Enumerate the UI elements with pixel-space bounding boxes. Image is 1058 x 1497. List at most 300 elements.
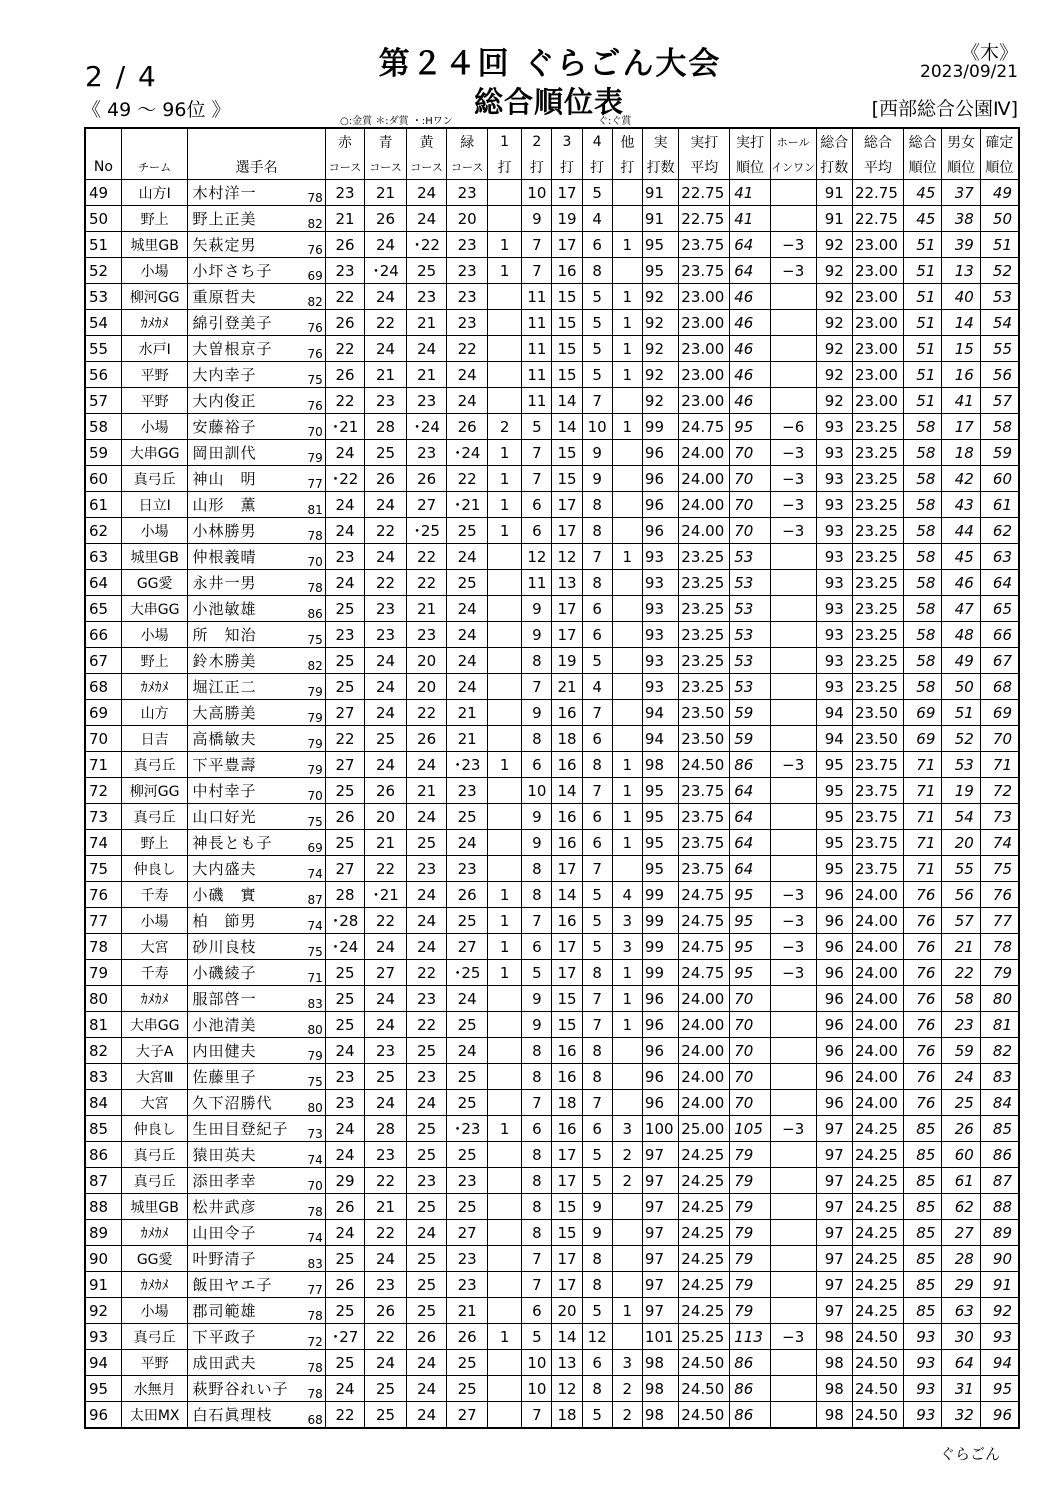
team-cell: 真弓丘: [121, 1324, 188, 1350]
stroke-count-cell: 7: [522, 1402, 552, 1429]
stroke-count-cell: [487, 856, 521, 882]
total-strokes-cell: 96: [816, 882, 852, 908]
total-strokes-cell: 97: [816, 1142, 852, 1168]
stroke-count-cell: 19: [552, 648, 582, 674]
header-bottom-final-rank: 順位: [980, 154, 1019, 180]
total-strokes-cell: 93: [816, 570, 852, 596]
gender-rank-cell: 26: [942, 1116, 980, 1142]
header-bottom-s1: 打: [487, 154, 521, 180]
actual-average-cell: 23.50: [679, 700, 730, 726]
stroke-count-cell: 14: [552, 778, 582, 804]
team-cell: 真弓丘: [121, 752, 188, 778]
stroke-count-cell: [487, 310, 521, 336]
age-cell: 82: [302, 206, 325, 232]
course-score-cell: 23: [447, 1272, 488, 1298]
stroke-count-cell: 7: [582, 986, 612, 1012]
course-score-cell: 25: [365, 440, 407, 466]
course-score-cell: 25: [447, 570, 488, 596]
actual-average-cell: 24.00: [679, 440, 730, 466]
stroke-count-cell: 8: [522, 882, 552, 908]
table-row: [85, 310, 1019, 336]
stroke-count-cell: 13: [552, 570, 582, 596]
total-strokes-cell: 96: [816, 1038, 852, 1064]
actual-strokes-cell: 96: [642, 492, 678, 518]
final-rank-cell: 60: [980, 466, 1019, 492]
course-score-cell: 23: [365, 1038, 407, 1064]
stroke-count-cell: 6: [582, 232, 612, 258]
total-strokes-cell: 93: [816, 440, 852, 466]
actual-average-cell: 24.75: [679, 414, 730, 440]
rank-cell: 57: [85, 388, 121, 414]
stroke-count-cell: 6: [522, 1298, 552, 1324]
total-average-cell: 23.00: [852, 336, 903, 362]
team-cell: 日立Ⅰ: [121, 492, 188, 518]
total-rank-cell: 76: [903, 986, 941, 1012]
course-score-cell: 24: [365, 648, 407, 674]
team-cell: ｶﾒｶﾒ: [121, 1272, 188, 1298]
final-rank-cell: 77: [980, 908, 1019, 934]
total-average-cell: 24.25: [852, 1220, 903, 1246]
total-rank-cell: 71: [903, 804, 941, 830]
total-average-cell: 23.25: [852, 570, 903, 596]
course-score-cell: 25: [447, 1194, 488, 1220]
total-strokes-cell: 93: [816, 466, 852, 492]
table-row: [85, 1012, 1019, 1038]
stroke-count-cell: 12: [522, 544, 552, 570]
stroke-count-cell: 13: [552, 1350, 582, 1376]
table-row: [85, 206, 1019, 232]
course-score-cell: 24: [447, 622, 488, 648]
age-cell: 80: [302, 1012, 325, 1038]
age-cell: 68: [302, 1402, 325, 1429]
actual-rank-cell: 70: [730, 1012, 771, 1038]
header-top-actual: 実: [642, 128, 678, 154]
course-score-cell: 25: [325, 778, 365, 804]
rank-cell: 86: [85, 1142, 121, 1168]
header-top-s4: 4: [582, 128, 612, 154]
player-name-cell: 大曽根京子: [188, 336, 302, 362]
total-rank-cell: 93: [903, 1402, 941, 1429]
course-score-cell: 25: [365, 1376, 407, 1402]
course-score-cell: 23: [406, 1168, 447, 1194]
rank-cell: 94: [85, 1350, 121, 1376]
total-average-cell: 23.25: [852, 466, 903, 492]
table-row: [85, 1298, 1019, 1324]
hole-in-one-cell: [770, 570, 816, 596]
stroke-count-cell: [612, 1246, 642, 1272]
age-cell: 78: [302, 1298, 325, 1324]
actual-average-cell: 23.75: [679, 830, 730, 856]
player-name-cell: 木村洋一: [188, 180, 302, 206]
rank-cell: 64: [85, 570, 121, 596]
player-name-cell: 鈴木勝美: [188, 648, 302, 674]
stroke-count-cell: 15: [552, 284, 582, 310]
course-score-cell: 23: [365, 388, 407, 414]
final-rank-cell: 71: [980, 752, 1019, 778]
table-row: [85, 1220, 1019, 1246]
actual-rank-cell: 70: [730, 492, 771, 518]
final-rank-cell: 57: [980, 388, 1019, 414]
gender-rank-cell: 58: [942, 986, 980, 1012]
rank-cell: 76: [85, 882, 121, 908]
table-row: [85, 1402, 1019, 1429]
header-top-team: [121, 128, 188, 154]
course-score-cell: 25: [406, 1298, 447, 1324]
age-cell: 74: [302, 1220, 325, 1246]
final-rank-cell: 68: [980, 674, 1019, 700]
course-score-cell: 21: [365, 1194, 407, 1220]
actual-rank-cell: 79: [730, 1168, 771, 1194]
player-name-cell: 服部啓一: [188, 986, 302, 1012]
actual-strokes-cell: 95: [642, 778, 678, 804]
course-score-cell: 22: [365, 1324, 407, 1350]
course-score-cell: ･21: [325, 414, 365, 440]
age-cell: 80: [302, 1090, 325, 1116]
actual-rank-cell: 64: [730, 830, 771, 856]
course-score-cell: 22: [325, 1402, 365, 1429]
stroke-count-cell: [612, 206, 642, 232]
player-name-cell: 佐藤里子: [188, 1064, 302, 1090]
course-score-cell: 22: [365, 1220, 407, 1246]
stroke-count-cell: 7: [582, 388, 612, 414]
hole-in-one-cell: [770, 1402, 816, 1429]
course-score-cell: 26: [365, 206, 407, 232]
stroke-count-cell: 1: [612, 414, 642, 440]
age-cell: 74: [302, 1142, 325, 1168]
gender-rank-cell: 45: [942, 544, 980, 570]
course-score-cell: 25: [406, 1116, 447, 1142]
course-score-cell: 20: [365, 804, 407, 830]
final-rank-cell: 55: [980, 336, 1019, 362]
actual-strokes-cell: 92: [642, 310, 678, 336]
course-score-cell: 26: [325, 1272, 365, 1298]
course-score-cell: 24: [447, 362, 488, 388]
stroke-count-cell: 8: [582, 570, 612, 596]
stroke-count-cell: 1: [487, 882, 521, 908]
actual-strokes-cell: 93: [642, 544, 678, 570]
actual-rank-cell: 113: [730, 1324, 771, 1350]
course-score-cell: 24: [365, 544, 407, 570]
total-rank-cell: 51: [903, 336, 941, 362]
gender-rank-cell: 57: [942, 908, 980, 934]
player-name-cell: 山形 薫: [188, 492, 302, 518]
total-average-cell: 24.25: [852, 1168, 903, 1194]
stroke-count-cell: [612, 726, 642, 752]
actual-average-cell: 23.25: [679, 622, 730, 648]
gender-rank-cell: 43: [942, 492, 980, 518]
age-cell: 86: [302, 596, 325, 622]
stroke-count-cell: 1: [487, 258, 521, 284]
stroke-count-cell: [612, 648, 642, 674]
actual-strokes-cell: 96: [642, 986, 678, 1012]
total-average-cell: 24.00: [852, 1012, 903, 1038]
header-bottom-green: コース: [447, 154, 488, 180]
course-score-cell: 26: [365, 778, 407, 804]
gender-rank-cell: 29: [942, 1272, 980, 1298]
gender-rank-cell: 42: [942, 466, 980, 492]
gender-rank-cell: 32: [942, 1402, 980, 1429]
stroke-count-cell: 5: [582, 180, 612, 206]
actual-average-cell: 24.75: [679, 908, 730, 934]
course-score-cell: ･21: [365, 882, 407, 908]
final-rank-cell: 96: [980, 1402, 1019, 1429]
total-average-cell: 24.25: [852, 1194, 903, 1220]
rank-cell: 77: [85, 908, 121, 934]
actual-strokes-cell: 98: [642, 1402, 678, 1429]
stroke-count-cell: 7: [522, 1246, 552, 1272]
actual-rank-cell: 46: [730, 284, 771, 310]
course-score-cell: 23: [365, 1142, 407, 1168]
stroke-count-cell: 5: [522, 414, 552, 440]
hole-in-one-cell: −3: [770, 518, 816, 544]
final-rank-cell: 61: [980, 492, 1019, 518]
total-strokes-cell: 96: [816, 1090, 852, 1116]
team-cell: 大宮: [121, 934, 188, 960]
player-name-cell: 小圷さち子: [188, 258, 302, 284]
rank-cell: 68: [85, 674, 121, 700]
course-score-cell: 24: [365, 1246, 407, 1272]
gender-rank-cell: 64: [942, 1350, 980, 1376]
table-row: [85, 336, 1019, 362]
table-row: [85, 934, 1019, 960]
gender-rank-cell: 14: [942, 310, 980, 336]
final-rank-cell: 84: [980, 1090, 1019, 1116]
stroke-count-cell: [487, 570, 521, 596]
stroke-count-cell: 17: [552, 934, 582, 960]
age-cell: 76: [302, 232, 325, 258]
hole-in-one-cell: −3: [770, 440, 816, 466]
stroke-count-cell: 16: [552, 752, 582, 778]
stroke-count-cell: 9: [522, 622, 552, 648]
hole-in-one-cell: −6: [770, 414, 816, 440]
stroke-count-cell: 1: [612, 960, 642, 986]
gender-rank-cell: 23: [942, 1012, 980, 1038]
hole-in-one-cell: [770, 362, 816, 388]
course-score-cell: 23: [365, 622, 407, 648]
total-rank-cell: 45: [903, 206, 941, 232]
stroke-count-cell: 7: [582, 778, 612, 804]
stroke-count-cell: 17: [552, 1168, 582, 1194]
stroke-count-cell: [612, 492, 642, 518]
stroke-count-cell: 9: [522, 596, 552, 622]
stroke-count-cell: 5: [582, 934, 612, 960]
player-name-cell: 下平豊壽: [188, 752, 302, 778]
team-cell: 平野: [121, 362, 188, 388]
player-name-cell: 野上正美: [188, 206, 302, 232]
actual-strokes-cell: 98: [642, 752, 678, 778]
course-score-cell: 22: [406, 570, 447, 596]
actual-rank-cell: 95: [730, 882, 771, 908]
stroke-count-cell: 10: [522, 1350, 552, 1376]
table-row: [85, 648, 1019, 674]
gender-rank-cell: 27: [942, 1220, 980, 1246]
stroke-count-cell: 2: [612, 1168, 642, 1194]
course-score-cell: 23: [447, 232, 488, 258]
rank-cell: 53: [85, 284, 121, 310]
team-cell: 真弓丘: [121, 466, 188, 492]
stroke-count-cell: [487, 206, 521, 232]
stroke-count-cell: [612, 1064, 642, 1090]
total-strokes-cell: 96: [816, 934, 852, 960]
stroke-count-cell: [612, 1194, 642, 1220]
actual-rank-cell: 64: [730, 232, 771, 258]
stroke-count-cell: [487, 1064, 521, 1090]
actual-average-cell: 23.25: [679, 544, 730, 570]
course-score-cell: 23: [406, 622, 447, 648]
player-name-cell: 叶野清子: [188, 1246, 302, 1272]
hole-in-one-cell: [770, 1194, 816, 1220]
course-score-cell: 24: [365, 1350, 407, 1376]
header-bottom-s3: 打: [552, 154, 582, 180]
stroke-count-cell: 9: [582, 466, 612, 492]
course-score-cell: 23: [325, 1090, 365, 1116]
gender-rank-cell: 25: [942, 1090, 980, 1116]
total-strokes-cell: 93: [816, 544, 852, 570]
total-average-cell: 23.75: [852, 752, 903, 778]
actual-rank-cell: 79: [730, 1220, 771, 1246]
stroke-count-cell: 10: [522, 778, 552, 804]
actual-rank-cell: 70: [730, 986, 771, 1012]
stroke-count-cell: 16: [552, 908, 582, 934]
course-score-cell: 21: [447, 726, 488, 752]
final-rank-cell: 91: [980, 1272, 1019, 1298]
hole-in-one-cell: [770, 648, 816, 674]
actual-rank-cell: 86: [730, 1350, 771, 1376]
course-score-cell: 24: [365, 284, 407, 310]
age-cell: 75: [302, 1064, 325, 1090]
rank-cell: 87: [85, 1168, 121, 1194]
hole-in-one-cell: −3: [770, 882, 816, 908]
hole-in-one-cell: [770, 336, 816, 362]
course-score-cell: 23: [325, 622, 365, 648]
course-score-cell: 27: [406, 492, 447, 518]
stroke-count-cell: 8: [582, 1272, 612, 1298]
rank-cell: 88: [85, 1194, 121, 1220]
total-average-cell: 23.25: [852, 544, 903, 570]
gender-rank-cell: 15: [942, 336, 980, 362]
actual-strokes-cell: 97: [642, 1272, 678, 1298]
actual-strokes-cell: 96: [642, 1090, 678, 1116]
actual-strokes-cell: 99: [642, 960, 678, 986]
actual-average-cell: 23.25: [679, 674, 730, 700]
age-cell: 78: [302, 180, 325, 206]
actual-average-cell: 24.00: [679, 1038, 730, 1064]
course-score-cell: 20: [447, 206, 488, 232]
stroke-count-cell: 2: [612, 1142, 642, 1168]
total-strokes-cell: 92: [816, 388, 852, 414]
stroke-count-cell: 1: [487, 232, 521, 258]
final-rank-cell: 73: [980, 804, 1019, 830]
age-cell: 76: [302, 388, 325, 414]
age-cell: 82: [302, 648, 325, 674]
rank-cell: 73: [85, 804, 121, 830]
stroke-count-cell: 5: [582, 310, 612, 336]
course-score-cell: 24: [447, 544, 488, 570]
age-cell: 77: [302, 1272, 325, 1298]
stroke-count-cell: 6: [582, 596, 612, 622]
actual-rank-cell: 95: [730, 908, 771, 934]
course-score-cell: 24: [447, 986, 488, 1012]
rank-cell: 58: [85, 414, 121, 440]
hole-in-one-cell: [770, 1064, 816, 1090]
team-cell: 城里GB: [121, 1194, 188, 1220]
actual-rank-cell: 46: [730, 336, 771, 362]
final-rank-cell: 64: [980, 570, 1019, 596]
stroke-count-cell: [487, 1194, 521, 1220]
course-score-cell: 26: [325, 362, 365, 388]
header-bottom-blue: コース: [365, 154, 407, 180]
age-cell: 78: [302, 518, 325, 544]
total-strokes-cell: 93: [816, 674, 852, 700]
player-name-cell: 岡田訓代: [188, 440, 302, 466]
actual-rank-cell: 53: [730, 648, 771, 674]
total-strokes-cell: 95: [816, 804, 852, 830]
gender-rank-cell: 46: [942, 570, 980, 596]
rank-cell: 95: [85, 1376, 121, 1402]
stroke-count-cell: 2: [612, 1402, 642, 1429]
actual-strokes-cell: 98: [642, 1376, 678, 1402]
course-score-cell: ･23: [447, 1116, 488, 1142]
rank-cell: 91: [85, 1272, 121, 1298]
team-cell: 山方Ⅰ: [121, 180, 188, 206]
rank-cell: 93: [85, 1324, 121, 1350]
stroke-count-cell: 9: [522, 804, 552, 830]
course-score-cell: 21: [365, 362, 407, 388]
total-rank-cell: 85: [903, 1116, 941, 1142]
final-rank-cell: 67: [980, 648, 1019, 674]
table-row: [85, 1194, 1019, 1220]
rank-cell: 84: [85, 1090, 121, 1116]
stroke-count-cell: 8: [582, 492, 612, 518]
course-score-cell: 25: [325, 1298, 365, 1324]
course-score-cell: 25: [365, 1064, 407, 1090]
gender-rank-cell: 28: [942, 1246, 980, 1272]
total-rank-cell: 93: [903, 1376, 941, 1402]
total-strokes-cell: 97: [816, 1220, 852, 1246]
age-cell: 74: [302, 908, 325, 934]
course-score-cell: 22: [406, 960, 447, 986]
header-bottom-s2: 打: [522, 154, 552, 180]
gender-rank-cell: 63: [942, 1298, 980, 1324]
stroke-count-cell: 5: [582, 1168, 612, 1194]
total-strokes-cell: 96: [816, 960, 852, 986]
stroke-count-cell: 8: [522, 1194, 552, 1220]
course-score-cell: 22: [365, 310, 407, 336]
actual-rank-cell: 46: [730, 388, 771, 414]
actual-average-cell: 25.00: [679, 1116, 730, 1142]
course-score-cell: 24: [365, 232, 407, 258]
actual-strokes-cell: 100: [642, 1116, 678, 1142]
header-top-player: [188, 128, 325, 154]
course-score-cell: ･22: [325, 466, 365, 492]
course-score-cell: ･24: [447, 440, 488, 466]
course-score-cell: 24: [325, 440, 365, 466]
team-cell: 大子A: [121, 1038, 188, 1064]
age-cell: 70: [302, 1168, 325, 1194]
actual-strokes-cell: 94: [642, 700, 678, 726]
team-cell: 仲良し: [121, 1116, 188, 1142]
player-name-cell: 添田孝幸: [188, 1168, 302, 1194]
course-score-cell: 23: [447, 284, 488, 310]
actual-average-cell: 23.75: [679, 232, 730, 258]
player-name-cell: 神長とも子: [188, 830, 302, 856]
stroke-count-cell: 10: [522, 180, 552, 206]
rank-cell: 96: [85, 1402, 121, 1429]
team-cell: 大宮: [121, 1090, 188, 1116]
course-score-cell: 24: [406, 1350, 447, 1376]
stroke-count-cell: 6: [522, 934, 552, 960]
course-score-cell: 22: [406, 544, 447, 570]
